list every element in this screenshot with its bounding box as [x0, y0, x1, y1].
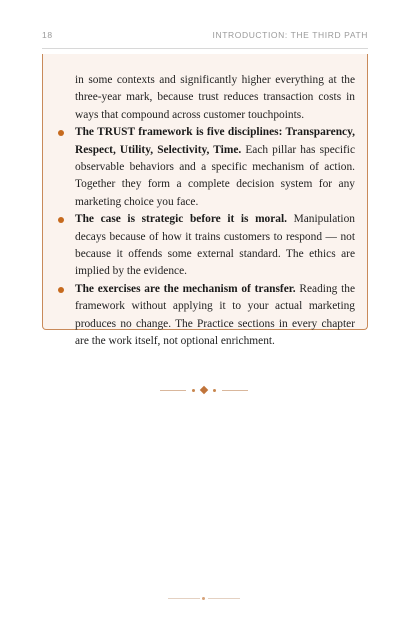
footer-line	[208, 598, 240, 599]
ornament-dot	[213, 389, 216, 392]
ornament-line	[222, 390, 248, 391]
item-lead: The case is strategic before it is moral.	[75, 213, 288, 226]
ornament-dot	[192, 389, 195, 392]
footer-dot	[202, 597, 205, 600]
section-ornament	[0, 386, 420, 396]
item-text: Reading the framework without applying it to your actual marketing produces no change. The Practice sections in every chapter are the work itself, not optional enrichment.	[75, 282, 355, 348]
list-item	[75, 124, 355, 211]
item-lead: The TRUST framework is five disciplines: Transparency, Respect, Utility, Selectivity, Time.	[75, 126, 355, 156]
continued-paragraph: in some contexts and significantly higher everything at the three-year mark, because trust reduces transaction costs in ways that compound across customer touchpoints.	[75, 74, 355, 121]
list-item	[75, 281, 355, 351]
bullet-icon	[58, 287, 64, 293]
item-lead: The exercises are the mechanism of transfer.	[75, 282, 296, 295]
bullet-icon	[58, 217, 64, 223]
list-item	[75, 211, 355, 281]
running-title: INTRODUCTION: THE THIRD PATH	[212, 30, 368, 40]
header-divider	[42, 48, 368, 49]
footer-ornament	[0, 596, 420, 602]
item-text: Manipulation decays because of how it trains customers to respond — not because it offends some external standard. The ethics are implied by the evidence.	[75, 213, 355, 278]
ornament-line	[160, 390, 186, 391]
ornament-diamond-icon	[200, 386, 208, 394]
page-number: 18	[42, 30, 53, 40]
footer-line	[168, 598, 200, 599]
bullet-icon	[58, 130, 64, 136]
running-header	[42, 30, 368, 46]
summary-box	[42, 54, 368, 348]
item-text: Each pillar has specific observable behaviors and a specific mechanism of action. Together they form a complete decision system for any marketing choice you face.	[75, 143, 356, 208]
